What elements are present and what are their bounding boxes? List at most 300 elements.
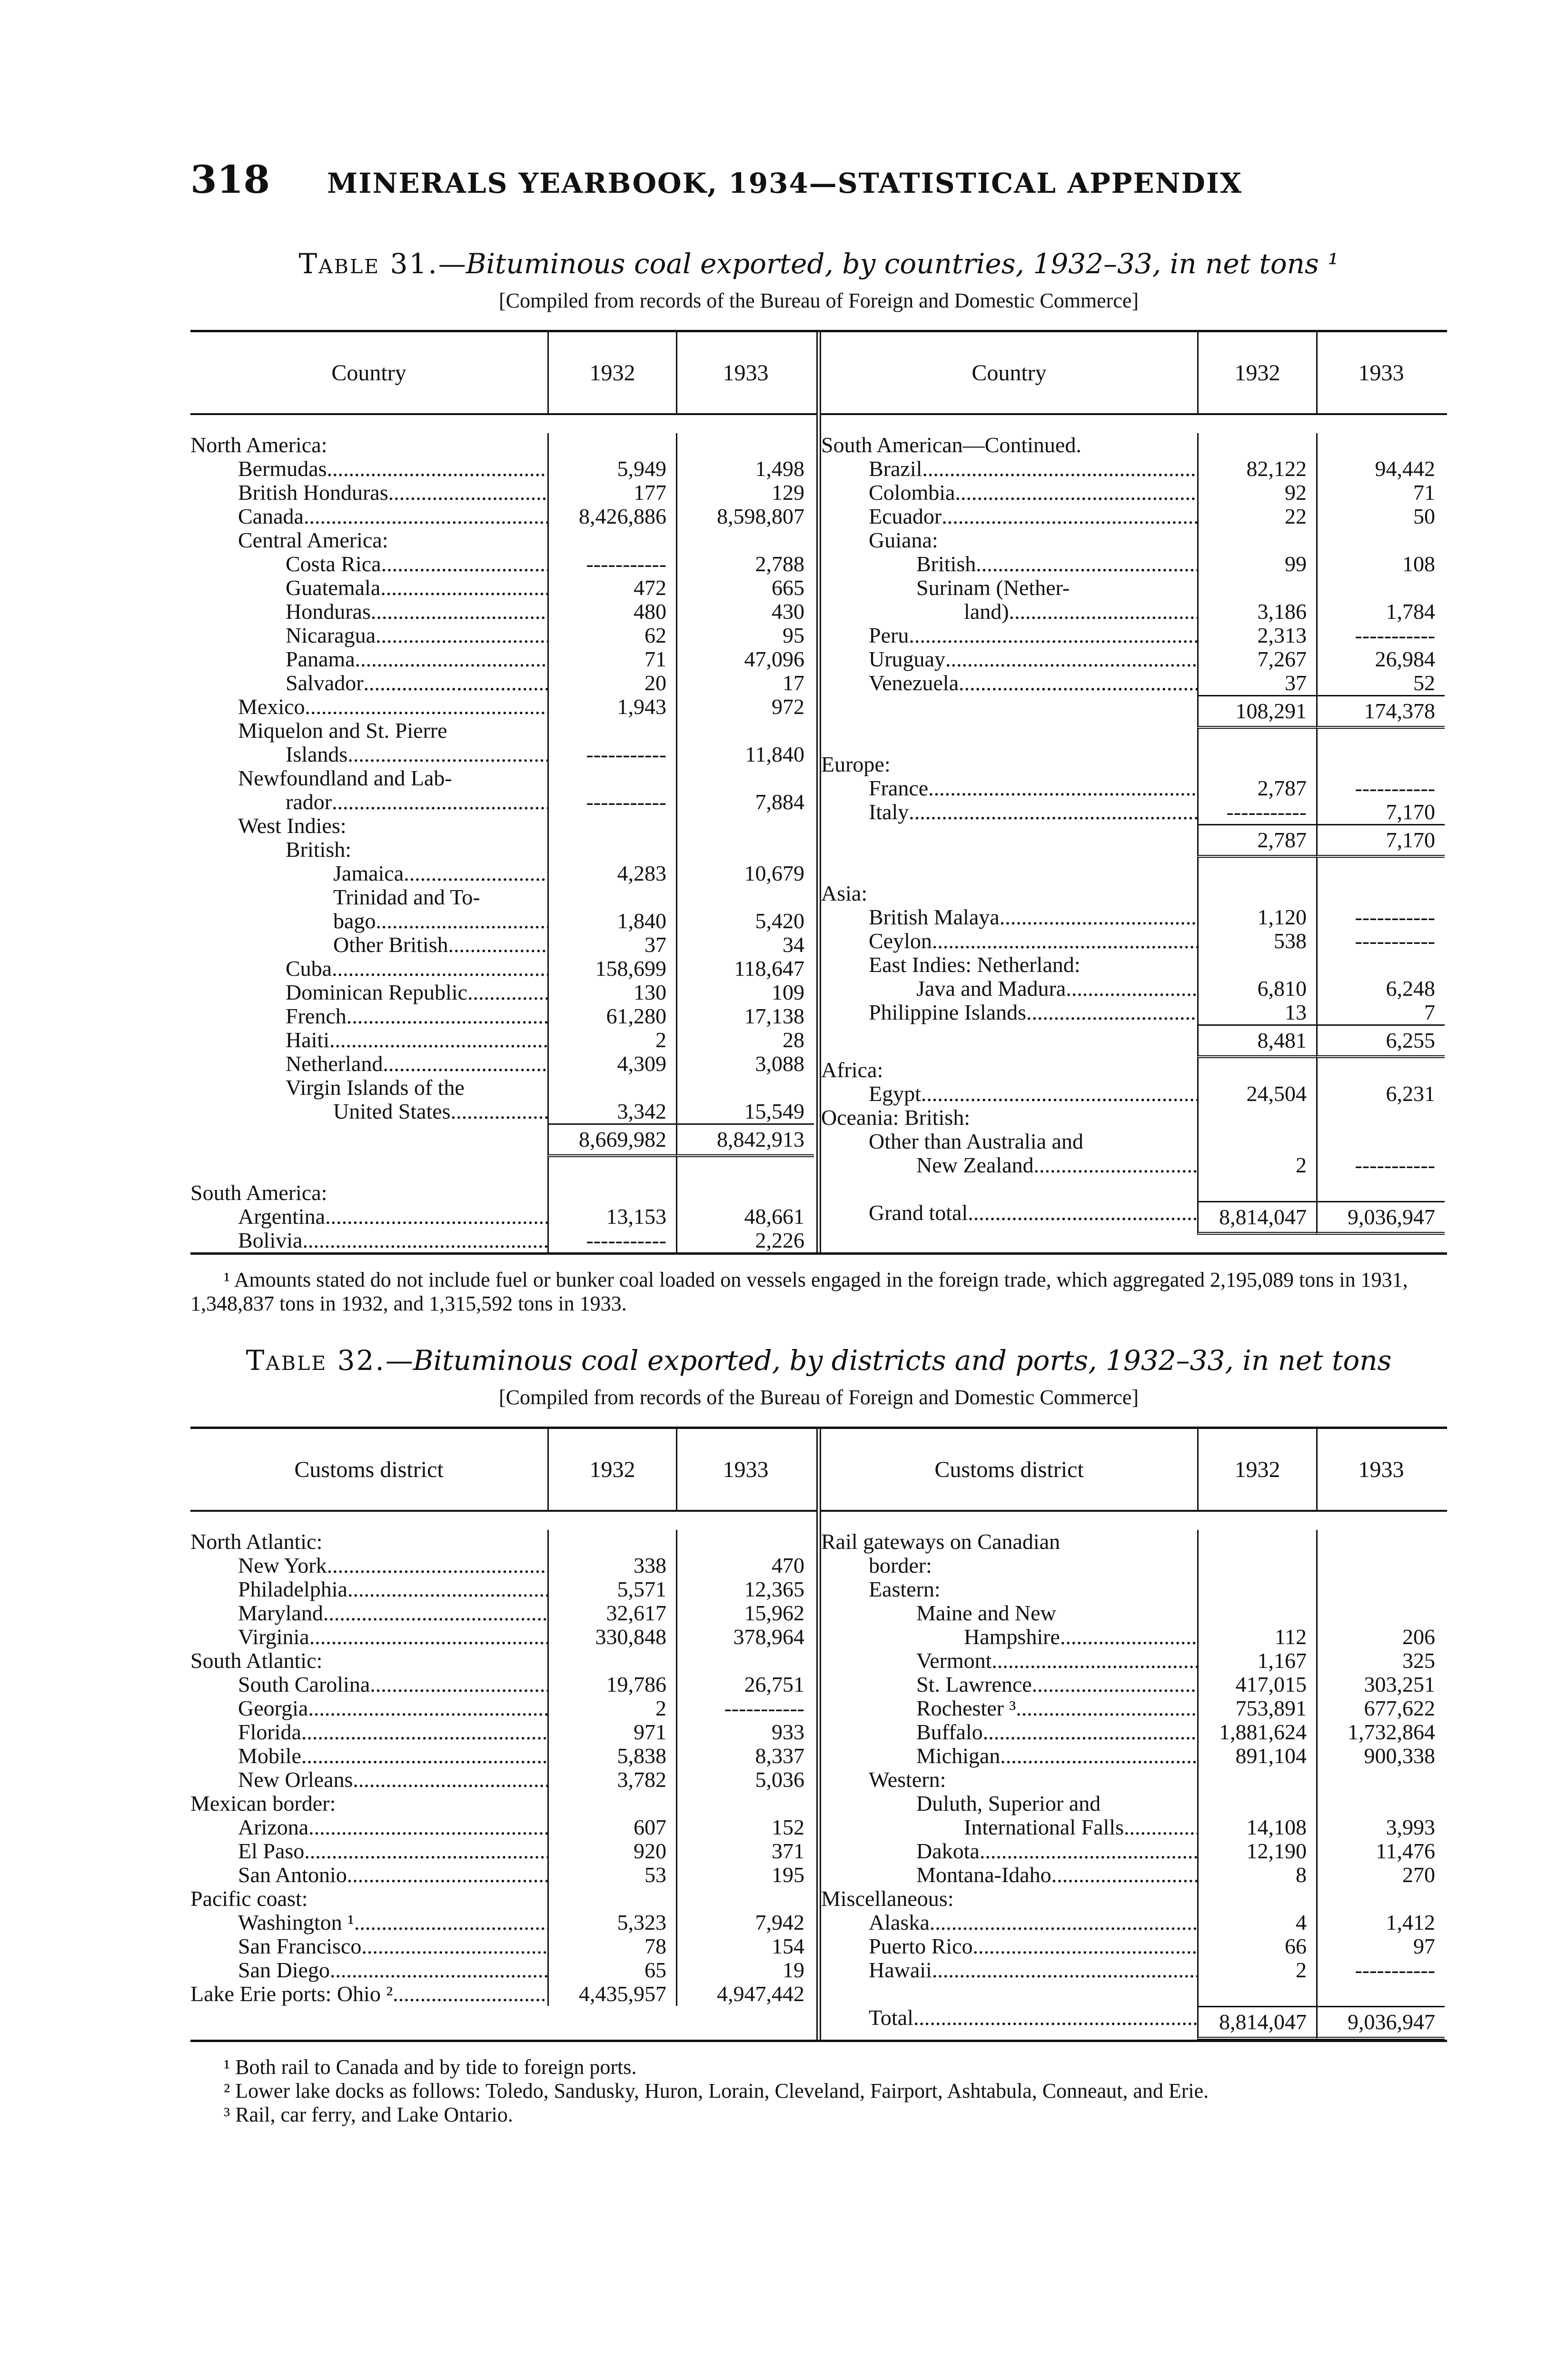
row-label bbox=[821, 1696, 1197, 1720]
leader-dots bbox=[301, 1720, 547, 1744]
row-label-text: Grand total bbox=[869, 1201, 968, 1225]
value-1932: 8,814,047 bbox=[1197, 2006, 1316, 2040]
value-1932: 480 bbox=[547, 600, 676, 624]
value-1932 bbox=[547, 766, 676, 790]
leader-dots bbox=[932, 929, 1197, 953]
row-label bbox=[821, 1720, 1197, 1744]
leader-dots bbox=[909, 624, 1197, 647]
leader-dots bbox=[332, 957, 547, 981]
value-1932 bbox=[547, 838, 676, 862]
page bbox=[190, 157, 1447, 2127]
row-label-text: Islands bbox=[286, 743, 348, 766]
row-label bbox=[821, 800, 1197, 824]
value-1933: 6,255 bbox=[1316, 1024, 1445, 1058]
value-1932: 22 bbox=[1197, 505, 1316, 528]
row-label bbox=[821, 1934, 1197, 1958]
row-label-text: New Orleans bbox=[238, 1768, 353, 1792]
value-1933: 9,036,947 bbox=[1316, 1201, 1445, 1235]
row-label-text: Egypt bbox=[869, 1082, 921, 1106]
value-1932 bbox=[547, 1157, 676, 1181]
value-1933: 7,884 bbox=[676, 790, 814, 814]
value-1932: 8,426,886 bbox=[547, 505, 676, 528]
row-label bbox=[821, 1744, 1197, 1768]
row-label-text: Honduras bbox=[286, 600, 371, 624]
value-1933 bbox=[1316, 729, 1445, 753]
row-label: Duluth, Superior and bbox=[916, 1792, 1101, 1815]
value-1932: 92 bbox=[1197, 481, 1316, 505]
value-1933: 17 bbox=[676, 671, 814, 695]
value-1932 bbox=[547, 1076, 676, 1100]
leader-dots bbox=[361, 1934, 547, 1958]
value-1933: 48,661 bbox=[676, 1205, 814, 1229]
leader-dots bbox=[921, 1082, 1197, 1106]
value-1933: 1,784 bbox=[1316, 600, 1445, 624]
value-1933 bbox=[1316, 953, 1445, 977]
value-1932: 53 bbox=[547, 1863, 676, 1887]
leader-dots bbox=[945, 647, 1197, 671]
row-label-text: El Paso bbox=[238, 1839, 305, 1863]
value-1932: ----------- bbox=[1197, 800, 1316, 824]
leader-dots bbox=[1000, 1744, 1197, 1768]
value-1932: 99 bbox=[1197, 552, 1316, 576]
value-1933 bbox=[1316, 753, 1445, 776]
row-label: South American—Continued. bbox=[821, 433, 1081, 457]
leader-dots bbox=[932, 1958, 1197, 1982]
table31-right-half bbox=[821, 332, 1447, 1252]
value-1933 bbox=[676, 719, 814, 743]
leader-dots bbox=[913, 2006, 1197, 2033]
row-label-text: Brazil bbox=[869, 457, 922, 481]
row-label-text: land) bbox=[964, 600, 1009, 624]
leader-dots bbox=[347, 1577, 547, 1601]
page-number: 318 bbox=[190, 157, 270, 202]
leader-dots bbox=[922, 457, 1197, 481]
row-label-text: San Diego bbox=[238, 1958, 330, 1982]
row-label-text: Venezuela bbox=[869, 671, 959, 695]
value-1932: 971 bbox=[547, 1720, 676, 1744]
row-label-text: Italy bbox=[869, 800, 909, 824]
value-1932: 3,782 bbox=[547, 1768, 676, 1792]
row-label bbox=[821, 552, 1197, 576]
row-label bbox=[821, 929, 1197, 953]
row-label-text: Bolivia bbox=[238, 1229, 303, 1252]
leader-dots bbox=[448, 933, 547, 957]
row-label-text: Vermont bbox=[916, 1649, 992, 1673]
row-label bbox=[190, 576, 547, 600]
value-1932 bbox=[547, 1530, 676, 1554]
value-1932: 37 bbox=[1197, 671, 1316, 695]
value-1933 bbox=[676, 1649, 814, 1673]
row-label: Pacific coast: bbox=[190, 1887, 308, 1911]
value-1933: 11,476 bbox=[1316, 1839, 1445, 1863]
value-1933: 7,170 bbox=[1316, 800, 1445, 824]
table31-title: —Bituminous coal exported, by countries, 1932–33, in net tons ¹ bbox=[438, 248, 1339, 280]
value-1933 bbox=[676, 838, 814, 862]
value-1933 bbox=[1316, 1554, 1445, 1577]
value-1933: 95 bbox=[676, 624, 814, 647]
row-label bbox=[190, 1696, 547, 1720]
leader-dots bbox=[381, 552, 547, 576]
value-1932: 4 bbox=[1197, 1911, 1316, 1934]
value-1933 bbox=[676, 1076, 814, 1100]
value-1933: 10,679 bbox=[676, 862, 814, 885]
row-label-text: United States bbox=[333, 1100, 451, 1123]
leader-dots bbox=[332, 790, 547, 814]
row-label bbox=[821, 1649, 1197, 1673]
row-label bbox=[821, 1815, 1197, 1839]
row-label bbox=[190, 457, 547, 481]
row-label bbox=[190, 957, 547, 981]
value-1933: 900,338 bbox=[1316, 1744, 1445, 1768]
row-label-text: Peru bbox=[869, 624, 909, 647]
value-1933 bbox=[676, 528, 814, 552]
row-label bbox=[190, 1554, 547, 1577]
value-1933: 15,962 bbox=[676, 1601, 814, 1625]
value-1932: 4,309 bbox=[547, 1052, 676, 1076]
row-label-text: Salvador bbox=[286, 671, 364, 695]
row-label-text: Hampshire bbox=[964, 1625, 1060, 1649]
row-label bbox=[190, 1673, 547, 1696]
value-1933 bbox=[1316, 576, 1445, 600]
value-1932 bbox=[1197, 1130, 1316, 1153]
table32-left-half bbox=[190, 1429, 821, 2040]
leader-dots bbox=[330, 1958, 547, 1982]
value-1932 bbox=[1197, 753, 1316, 776]
value-1932: 12,190 bbox=[1197, 1839, 1316, 1863]
table31-left-body bbox=[190, 415, 816, 1252]
leader-dots bbox=[347, 1004, 547, 1028]
footnote-2: ² Lower lake docks as follows: Toledo, Sandusky, Huron, Lorain, Cleveland, Fairport, Ashtabula, Conneaut, and Erie. bbox=[224, 2079, 1209, 2102]
leader-dots bbox=[308, 1696, 547, 1720]
value-1933 bbox=[1316, 1982, 1445, 2006]
value-1932 bbox=[547, 528, 676, 552]
value-1932: 891,104 bbox=[1197, 1744, 1316, 1768]
table31-label: Table 31. bbox=[298, 248, 438, 280]
value-1933: 2,788 bbox=[676, 552, 814, 576]
value-1932: 112 bbox=[1197, 1625, 1316, 1649]
row-label bbox=[190, 1768, 547, 1792]
leader-dots bbox=[347, 743, 547, 766]
leader-dots bbox=[992, 1649, 1197, 1673]
value-1932: 82,122 bbox=[1197, 457, 1316, 481]
value-1933 bbox=[1316, 1058, 1445, 1082]
value-1932 bbox=[1197, 1530, 1316, 1554]
value-1933: 1,732,864 bbox=[1316, 1720, 1445, 1744]
value-1933: 12,365 bbox=[676, 1577, 814, 1601]
row-label: Rail gateways on Canadian bbox=[821, 1530, 1061, 1554]
row-label bbox=[190, 505, 547, 528]
row-label bbox=[821, 1839, 1197, 1863]
value-1933: 665 bbox=[676, 576, 814, 600]
value-1933: 2,226 bbox=[676, 1229, 814, 1252]
value-1932: 19,786 bbox=[547, 1673, 676, 1696]
value-1933 bbox=[1316, 1177, 1445, 1201]
row-label: Maine and New bbox=[916, 1601, 1056, 1625]
row-label: Trinidad and To- bbox=[333, 885, 480, 909]
leader-dots bbox=[305, 695, 547, 719]
value-1932 bbox=[1197, 953, 1316, 977]
row-label: border: bbox=[869, 1554, 932, 1577]
leader-dots bbox=[1124, 1815, 1197, 1839]
value-1932 bbox=[547, 1887, 676, 1911]
row-label-text: Jamaica bbox=[333, 862, 404, 885]
row-label: Africa: bbox=[821, 1058, 883, 1082]
row-label-text: Panama bbox=[286, 647, 355, 671]
row-label-text: Rochester ³ bbox=[916, 1696, 1016, 1720]
row-label bbox=[190, 981, 547, 1004]
leader-dots bbox=[364, 671, 547, 695]
value-1932: 1,881,624 bbox=[1197, 1720, 1316, 1744]
row-label-text: St. Lawrence bbox=[916, 1673, 1032, 1696]
row-label-text: Lake Erie ports: Ohio ² bbox=[190, 1982, 393, 2006]
row-label bbox=[821, 647, 1197, 671]
row-label bbox=[190, 743, 547, 766]
table32-footnotes bbox=[190, 2055, 1447, 2127]
value-1933 bbox=[676, 1887, 814, 1911]
footnote: ¹ Amounts stated do not include fuel or bunker coal loaded on vessels engaged in the foreign trade, which aggregated 2,195,089 tons in 1931, 1,348,837 tons in 1932, and 1,315,592 tons in 1933. bbox=[190, 1268, 1408, 1315]
value-1932: 5,949 bbox=[547, 457, 676, 481]
value-1933: 206 bbox=[1316, 1625, 1445, 1649]
value-1932: 66 bbox=[1197, 1934, 1316, 1958]
table32-caption bbox=[190, 1344, 1447, 1377]
table32-label: Table 32. bbox=[246, 1344, 386, 1377]
row-label: Surinam (Nether- bbox=[916, 576, 1070, 600]
value-1932: 2 bbox=[547, 1696, 676, 1720]
row-label bbox=[821, 1153, 1197, 1177]
leader-dots bbox=[980, 1839, 1197, 1863]
leader-dots bbox=[383, 1052, 547, 1076]
value-1933: 8,337 bbox=[676, 1744, 814, 1768]
row-label-text: South Carolina bbox=[238, 1673, 370, 1696]
value-1932: 2 bbox=[547, 1028, 676, 1052]
value-1933: ----------- bbox=[1316, 1153, 1445, 1177]
value-1932 bbox=[1197, 1554, 1316, 1577]
row-label: Eastern: bbox=[869, 1577, 941, 1601]
value-1932: 753,891 bbox=[1197, 1696, 1316, 1720]
value-1933 bbox=[676, 814, 814, 838]
value-1932: ----------- bbox=[547, 790, 676, 814]
leader-dots bbox=[1032, 1673, 1197, 1696]
value-1932: 20 bbox=[547, 671, 676, 695]
value-1933: 71 bbox=[1316, 481, 1445, 505]
row-label bbox=[190, 1958, 547, 1982]
value-1933: 11,840 bbox=[676, 743, 814, 766]
leader-dots bbox=[451, 1100, 547, 1123]
value-1932 bbox=[547, 1181, 676, 1205]
value-1933: 94,442 bbox=[1316, 457, 1445, 481]
value-1932: 1,943 bbox=[547, 695, 676, 719]
value-1933: 5,036 bbox=[676, 1768, 814, 1792]
row-label-text: Florida bbox=[238, 1720, 301, 1744]
value-1932 bbox=[1197, 1601, 1316, 1625]
value-1933: 972 bbox=[676, 695, 814, 719]
value-1933: 28 bbox=[676, 1028, 814, 1052]
value-1933: 7,942 bbox=[676, 1911, 814, 1934]
row-label-text: Michigan bbox=[916, 1744, 1001, 1768]
value-1932: 8 bbox=[1197, 1863, 1316, 1887]
value-1933: 5,420 bbox=[676, 909, 814, 933]
value-1933 bbox=[676, 1157, 814, 1181]
row-label-text: Hawaii bbox=[869, 1958, 932, 1982]
table32-source: [Compiled from records of the Bureau of Foreign and Domestic Commerce] bbox=[498, 1386, 1139, 1409]
value-1933: 378,964 bbox=[676, 1625, 814, 1649]
value-1932: 6,810 bbox=[1197, 977, 1316, 1001]
value-1933: 118,647 bbox=[676, 957, 814, 981]
row-label bbox=[190, 1229, 547, 1252]
row-label bbox=[190, 1601, 547, 1625]
col-header-district: Customs district bbox=[294, 1457, 444, 1482]
row-label bbox=[190, 1625, 547, 1649]
value-1933: 154 bbox=[676, 1934, 814, 1958]
row-label bbox=[821, 1082, 1197, 1106]
table-blank-cell bbox=[821, 729, 1197, 753]
value-1932 bbox=[1197, 1887, 1316, 1911]
value-1933: 108 bbox=[1316, 552, 1445, 576]
row-label-text: New Zealand bbox=[916, 1153, 1034, 1177]
value-1933: 15,549 bbox=[676, 1100, 814, 1123]
value-1933 bbox=[1316, 1601, 1445, 1625]
value-1933: 8,842,913 bbox=[676, 1123, 814, 1157]
row-label bbox=[190, 1982, 547, 2006]
leader-dots bbox=[353, 1768, 547, 1792]
value-1933: 430 bbox=[676, 600, 814, 624]
value-1932: 78 bbox=[547, 1934, 676, 1958]
row-label bbox=[190, 1004, 547, 1028]
leader-dots bbox=[983, 1720, 1197, 1744]
value-1933: 1,412 bbox=[1316, 1911, 1445, 1934]
row-label-text: San Francisco bbox=[238, 1934, 362, 1958]
row-label: North America: bbox=[190, 433, 327, 457]
value-1933: 195 bbox=[676, 1863, 814, 1887]
value-1932 bbox=[547, 814, 676, 838]
table32-bottom-rule bbox=[190, 2040, 1447, 2042]
row-label bbox=[190, 1577, 547, 1601]
value-1932 bbox=[547, 1792, 676, 1815]
value-1932: 62 bbox=[547, 624, 676, 647]
value-1933: 50 bbox=[1316, 505, 1445, 528]
row-label bbox=[190, 1744, 547, 1768]
value-1933: 6,248 bbox=[1316, 977, 1445, 1001]
table31 bbox=[190, 332, 1447, 1252]
row-label bbox=[190, 1052, 547, 1076]
table-blank-cell bbox=[821, 1177, 1197, 1201]
col-header-1933: 1933 bbox=[1316, 1429, 1445, 1510]
value-1932: 14,108 bbox=[1197, 1815, 1316, 1839]
row-label: Mexican border: bbox=[190, 1792, 336, 1815]
table-blank-cell bbox=[821, 1024, 1197, 1051]
leader-dots bbox=[1026, 1001, 1197, 1024]
row-label bbox=[190, 600, 547, 624]
value-1932 bbox=[1197, 1177, 1316, 1201]
row-label bbox=[821, 457, 1197, 481]
leader-dots bbox=[376, 624, 547, 647]
value-1933 bbox=[676, 766, 814, 790]
leader-dots bbox=[928, 776, 1197, 800]
value-1933: 174,378 bbox=[1316, 695, 1445, 729]
row-label bbox=[190, 1028, 547, 1052]
leader-dots bbox=[930, 1911, 1197, 1934]
value-1933: ----------- bbox=[1316, 905, 1445, 929]
leader-dots bbox=[309, 1625, 547, 1649]
value-1933: ----------- bbox=[1316, 624, 1445, 647]
value-1932 bbox=[547, 1649, 676, 1673]
row-label-text: Georgia bbox=[238, 1696, 308, 1720]
value-1932: 130 bbox=[547, 981, 676, 1004]
row-label bbox=[190, 695, 547, 719]
value-1932: 2 bbox=[1197, 1153, 1316, 1177]
col-header-district: Customs district bbox=[934, 1457, 1084, 1482]
leader-dots bbox=[327, 1554, 547, 1577]
value-1933: 303,251 bbox=[1316, 1673, 1445, 1696]
value-1933: 3,088 bbox=[676, 1052, 814, 1076]
row-label bbox=[190, 1911, 547, 1934]
table31-right-body bbox=[821, 415, 1447, 1235]
value-1933 bbox=[676, 885, 814, 909]
leader-dots bbox=[323, 1601, 547, 1625]
value-1932: 24,504 bbox=[1197, 1082, 1316, 1106]
value-1932: 1,840 bbox=[547, 909, 676, 933]
value-1932: 7,267 bbox=[1197, 647, 1316, 671]
col-header-1932: 1932 bbox=[1197, 1429, 1316, 1510]
row-label-text: Arizona bbox=[238, 1815, 309, 1839]
table32-right-body bbox=[821, 1512, 1447, 2040]
leader-dots bbox=[959, 671, 1197, 695]
total-label bbox=[821, 2006, 1197, 2033]
leader-dots bbox=[1016, 1696, 1197, 1720]
row-label-text: Bermudas bbox=[238, 457, 327, 481]
row-label-text: British Honduras bbox=[238, 481, 388, 505]
row-label bbox=[821, 600, 1197, 624]
value-1932: 61,280 bbox=[547, 1004, 676, 1028]
leader-dots bbox=[972, 1934, 1197, 1958]
leader-dots bbox=[1000, 905, 1197, 929]
row-label-text: Alaska bbox=[869, 1911, 930, 1934]
row-label: Miscellaneous: bbox=[821, 1887, 954, 1911]
leader-dots bbox=[393, 1982, 547, 2006]
value-1932 bbox=[1197, 1768, 1316, 1792]
value-1933 bbox=[676, 1530, 814, 1554]
leader-dots bbox=[1034, 1153, 1198, 1177]
leader-dots bbox=[325, 1205, 547, 1229]
row-label bbox=[190, 481, 547, 505]
value-1932: 32,617 bbox=[547, 1601, 676, 1625]
row-label bbox=[190, 862, 547, 885]
value-1933: 325 bbox=[1316, 1649, 1445, 1673]
running-header bbox=[190, 157, 1447, 214]
value-1933: 17,138 bbox=[676, 1004, 814, 1028]
row-label-text: Buffalo bbox=[916, 1720, 983, 1744]
value-1932 bbox=[1197, 1792, 1316, 1815]
row-label bbox=[821, 505, 1197, 528]
row-label: East Indies: Netherland: bbox=[869, 953, 1081, 977]
value-1932: 4,283 bbox=[547, 862, 676, 885]
table31-left-half bbox=[190, 332, 821, 1252]
value-1932 bbox=[1197, 858, 1316, 882]
row-label bbox=[190, 1839, 547, 1863]
value-1933 bbox=[1316, 1887, 1445, 1911]
table32-right-header bbox=[821, 1429, 1447, 1512]
leader-dots bbox=[376, 909, 547, 933]
row-label bbox=[821, 1958, 1197, 1982]
value-1933: 152 bbox=[676, 1815, 814, 1839]
value-1933: 470 bbox=[676, 1554, 814, 1577]
value-1933: 19 bbox=[676, 1958, 814, 1982]
col-header-1933: 1933 bbox=[676, 1429, 814, 1510]
row-label: Central America: bbox=[238, 528, 388, 552]
value-1932: 1,167 bbox=[1197, 1649, 1316, 1673]
table32-left-body bbox=[190, 1512, 816, 2006]
value-1932: ----------- bbox=[547, 743, 676, 766]
